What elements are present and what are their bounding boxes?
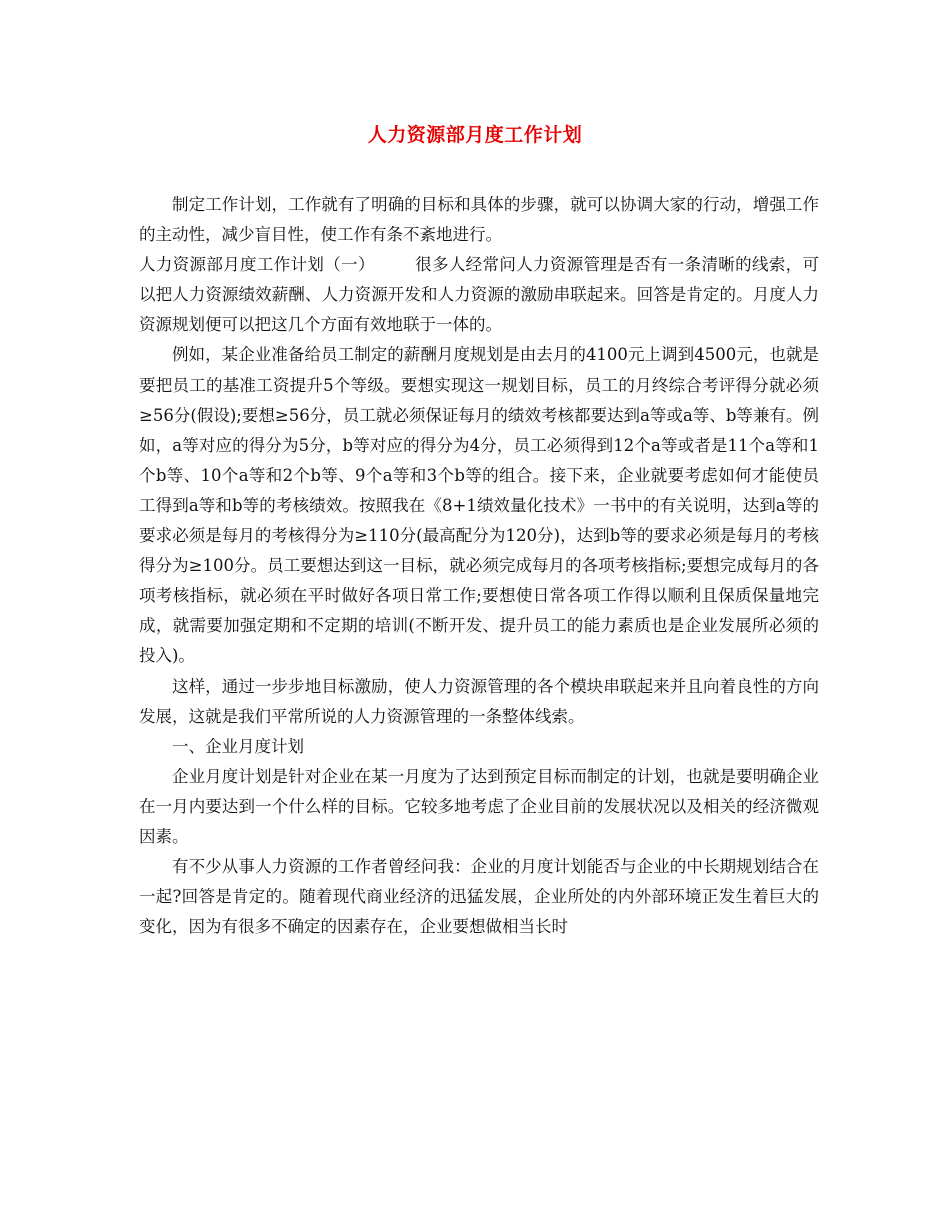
- paragraph-summary: 这样，通过一步步地目标激励，使人力资源管理的各个模块串联起来并且向着良性的方向发展，这就是我们平常所说的人力资源管理的一条整体线索。: [139, 676, 819, 726]
- plan-one-heading: 人力资源部月度工作计划（一）: [139, 255, 375, 275]
- document-body: [139, 190, 819, 942]
- plan-one-text: 很多人经常问人力资源管理是否有一条清晰的线索，可以把人力资源绩效薪酬、人力资源开发和人力资源的激励串联起来。回答是肯定的。月度人力资源规划便可以把这几个方面有效地联于一体的。: [139, 255, 820, 335]
- paragraph-long-term: 有不少从事人力资源的工作者曾经问我：企业的月度计划能否与企业的中长期规划结合在一起?回答是肯定的。随着现代商业经济的迅猛发展，企业所处的内外部环境正发生着巨大的变化，因为有很多不确定的因素存在，企业要想做相当长时: [139, 857, 819, 937]
- document-title: 人力资源部月度工作计划: [367, 124, 583, 146]
- paragraph-example: 例如，某企业准备给员工制定的薪酬月度规划是由去月的4100元上调到4500元，也就是要把员工的基准工资提升5个等级。要想实现这一规划目标，员工的月终综合考评得分就必须≥56分(假设);要想≥56分，员工就必须保证每月的绩效考核都要达到a等或a等、b等兼有。例如，a等对应的得分为5分，b等对应的得分为4分，员工必须得到12个a等或者是11个a等和1个b等、10个a等和2个b等、9个a等和3个b等的组合。接下来，企业就要考虑如何才能使员工得到a等和b等的考核绩效。按照我在《8+1绩效量化技术》一书中的有关说明，达到a等的要求必须是每月的考核得分为≥110分(最高配分为120分)，达到b等的要求必须是每月的考核得分为≥100分。员工要想达到这一目标，就必须完成每月的各项考核指标;要想完成每月的各项考核指标，就必须在平时做好各项日常工作;要想使日常各项工作得以顺利且保质保量地完成，就需要加强定期和不定期的培训(不断开发、提升员工的能力素质也是企业发展所必须的投入)。: [139, 345, 819, 666]
- paragraph-intro: 制定工作计划，工作就有了明确的目标和具体的步骤，就可以协调大家的行动，增强工作的主动性，减少盲目性，使工作有条不紊地进行。: [139, 195, 819, 245]
- paragraph-monthly-plan: 企业月度计划是针对企业在某一月度为了达到预定目标而制定的计划，也就是要明确企业在一月内要达到一个什么样的目标。它较多地考虑了企业目前的发展状况以及相关的经济微观因素。: [139, 766, 819, 846]
- section-heading-monthly-plan: 一、企业月度计划: [172, 736, 304, 756]
- paragraph-plan-one: [139, 250, 819, 340]
